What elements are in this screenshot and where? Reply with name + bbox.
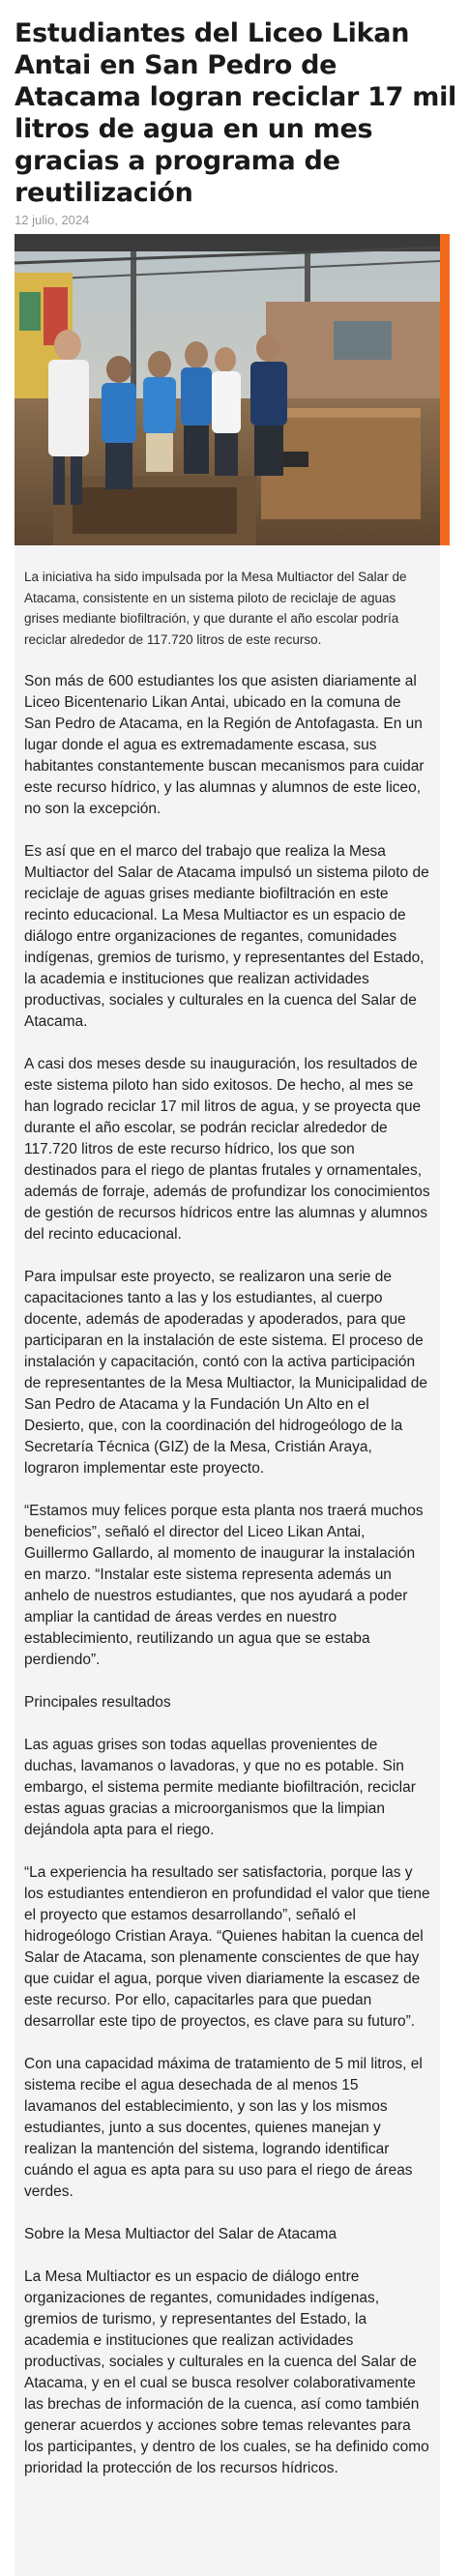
article-paragraph: Es así que en el marco del trabajo que realiza la Mesa Multiactor del Salar de Atacama impulsó un sistema piloto de reciclaje de aguas grises mediante biofiltración en este recinto educacional. La Mesa Multiactor es un espacio de diálogo entre organizaciones de regantes, comunidades indígenas, gremios de turismo, y representantes del Estado, la academia e instituciones que realizan actividades productivas, sociales y culturales en la cuenca del Salar de Atacama.: [24, 843, 429, 1030]
article-photo: [15, 234, 440, 545]
article-paragraph: Son más de 600 estudiantes los que asisten diariamente al Liceo Bicentenario Likan Antai, ubicado en la comuna de San Pedro de Atacama, en la Región de Antofagasta. En un lugar donde el agua es extremadamente escasa, sus habitantes constantemente buscan mecanismos para cuidar este recurso hídrico, y las alumnas y alumnos de este liceo, no son la excepción.: [24, 673, 425, 817]
section-heading-mesa: Sobre la Mesa Multiactor del Salar de Atacama: [24, 2226, 337, 2242]
article-paragraph: Para impulsar este proyecto, se realizaron una serie de capacitaciones tanto a las y los estudiantes, al cuerpo docente, además de apoderadas y apoderados, para que participaran en la instalación de este sistema. El proceso de instalación y capacitación, contó con la activa participación de representantes de la Mesa Multiactor, la Municipalidad de San Pedro de Atacama y la Fundación Un Alto en el Desierto, que, con la coordinación del hidrogeólogo de la Secretaría Técnica (GIZ) de la Mesa, Cristián Araya, lograron implementar este proyecto.: [24, 1269, 428, 1477]
section-heading-results: Principales resultados: [24, 1694, 171, 1711]
article-lead: La iniciativa ha sido impulsada por la Mesa Multiactor del Salar de Atacama, consistente en un sistema piloto de reciclaje de aguas grises mediante biofiltración, y que durante el año escolar podría reciclar alrededor de 117.720 litros de este recurso.: [24, 570, 407, 647]
article-paragraph: Las aguas grises son todas aquellas provenientes de duchas, lavamanos o lavadoras, y que no es potable. Sin embargo, el sistema permite mediante biofiltración, reciclar estas aguas gracias a microorganismos que la limpian dejándola apta para el riego.: [24, 1737, 416, 1838]
article-paragraph: Con una capacidad máxima de tratamiento de 5 mil litros, el sistema recibe el agua desechada de al menos 15 lavamanos del establecimiento, y son las y los mismos estudiantes, junto a sus docentes, quienes manejan y realizan la mantención del sistema, logrando identificar cuándo el agua es apta para su uso para el riego de áreas verdes.: [24, 2056, 423, 2200]
article-paragraph: “Estamos muy felices porque esta planta nos traerá muchos beneficios”, señaló el director del Liceo Likan Antai, Guillermo Gallardo, al momento de inaugurar la instalación en marzo. “Instalar este sistema representa además un anhelo de nuestros estudiantes, que nos ayudará a poder ampliar la cantidad de áreas verdes en nuestro establecimiento, reutilizando un agua que se estaba perdiendo”.: [24, 1503, 424, 1668]
article-paragraph: “La experiencia ha resultado ser satisfactoria, porque las y los estudiantes entendieron en profundidad el valor que tiene el proyecto que estamos desarrollando”, señaló el hidrogeólogo Cristian Araya. “Quienes habitan la cuenca del Salar de Atacama, son plenamente conscientes de que hay que cuidar el agua, porque viven diariamente la escasez de este recurso. Por ello, capacitarles para que puedan desarrollar este tipo de proyectos, es clave para su futuro”.: [24, 1864, 430, 2030]
article-photo-illustration: [15, 234, 440, 545]
article-date: 12 julio, 2024: [15, 213, 90, 227]
article-paragraph: A casi dos meses desde su inauguración, los resultados de este sistema piloto han sido exitosos. De hecho, al mes se han logrado reciclar 17 mil litros de agua, y se proyecta que durante el año escolar, se podrán reciclar alrededor de 117.720 litros de este recurso hídrico, los que son destinados para el riego de plantas frutales y ornamentales, además de forraje, además de profundizar los conocimientos de gestión de recursos hídricos entre las alumnas y alumnos del recinto educacional.: [24, 1056, 430, 1243]
accent-bar: [440, 234, 450, 545]
article-body: [15, 545, 440, 2576]
article-title: Estudiantes del Liceo Likan Antai en San Pedro de Atacama logran reciclar 17 mil litros de agua en un mes gracias a programa de reutilización: [15, 18, 456, 208]
article-paragraph: La Mesa Multiactor es un espacio de diálogo entre organizaciones de regantes, comunidades indígenas, gremios de turismo, y representantes del Estado, la academia e instituciones que realizan actividades productivas, sociales y culturales en la cuenca del Salar de Atacama, y en el cual se busca resolver colaborativamente las brechas de información de la cuenca, así como también generar acuerdos y acciones sobre temas relevantes para los participantes, y dentro de los cuales, se ha definido como prioridad la protección de los recursos hídricos.: [24, 2269, 429, 2476]
